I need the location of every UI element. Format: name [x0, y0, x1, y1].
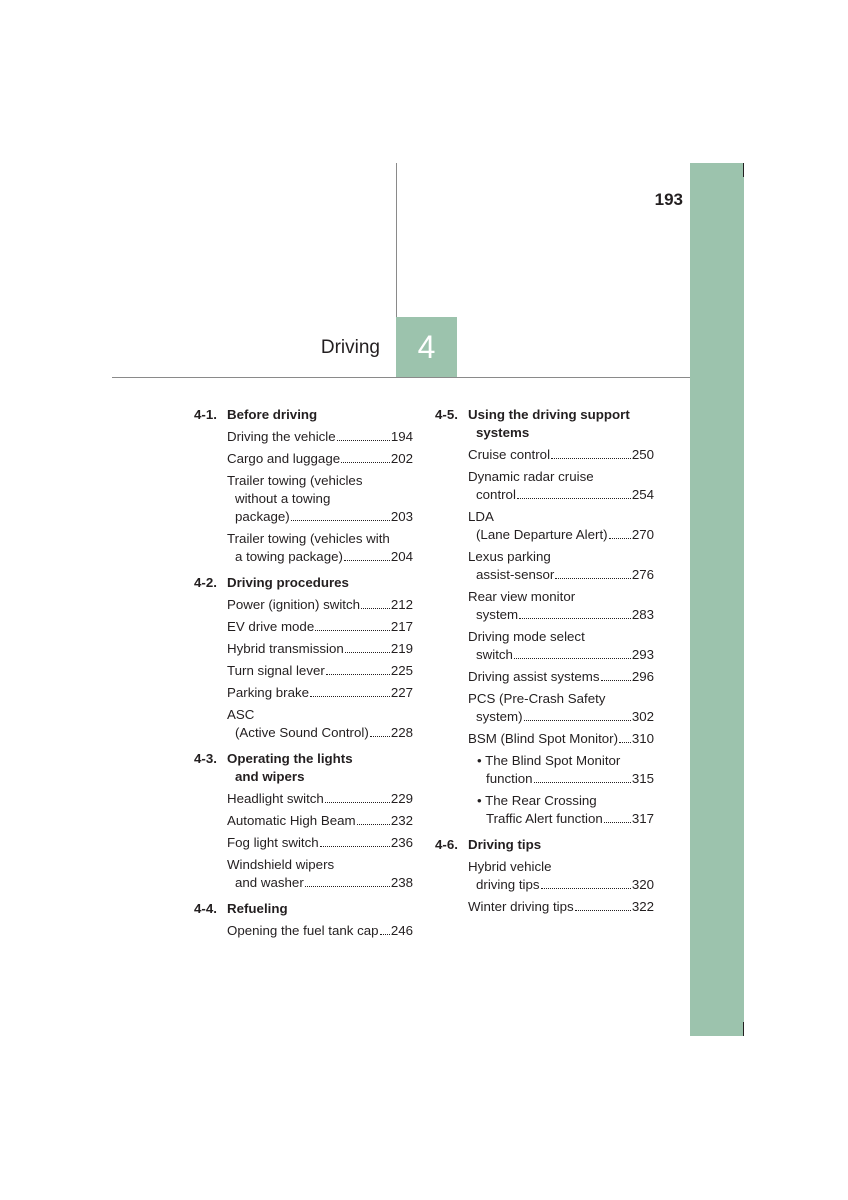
section-title-line: Before driving [227, 407, 318, 422]
section-number: 4-2. [194, 575, 217, 590]
section-title-line: Refueling [227, 901, 288, 916]
entry-line [468, 708, 654, 726]
entry-label: BSM (Blind Spot Monitor) [468, 731, 619, 746]
entry-label: a towing package) [235, 549, 343, 564]
section-title [468, 836, 654, 854]
crop-mark-top [743, 163, 744, 177]
entry-page-number: 320 [631, 877, 654, 892]
entry-line [227, 812, 413, 830]
entry-page-number: 315 [631, 771, 654, 786]
toc-column-left [194, 406, 413, 948]
entry-label-line: LDA [468, 509, 494, 524]
crop-mark-bottom [743, 1022, 744, 1036]
entry-page-number: 238 [390, 875, 413, 890]
toc-entry[interactable] [227, 618, 413, 636]
entry-label: Winter driving tips [468, 899, 574, 914]
chapter-number-box: 4 [396, 317, 457, 377]
entry-line [227, 428, 413, 446]
toc-entry[interactable] [227, 706, 413, 742]
leader-dots [326, 674, 390, 675]
section-number: 4-4. [194, 901, 217, 916]
entry-page-number: 217 [390, 619, 413, 634]
toc-section [435, 836, 654, 916]
entry-page-number: 293 [631, 647, 654, 662]
entry-line [227, 618, 413, 636]
leader-dots [337, 440, 390, 441]
section-number: 4-1. [194, 407, 217, 422]
entry-label-line: without a towing [235, 491, 331, 506]
entry-label: Hybrid transmission [227, 641, 344, 656]
toc-entry[interactable] [227, 790, 413, 808]
entry-line [468, 486, 654, 504]
section-heading [194, 406, 413, 424]
section-number: 4-3. [194, 751, 217, 766]
entry-page-number: 194 [390, 429, 413, 444]
entry-line [468, 668, 654, 686]
entry-page-number: 322 [631, 899, 654, 914]
entry-line [227, 508, 413, 526]
entry-page-number: 227 [390, 685, 413, 700]
toc-entry[interactable] [468, 548, 654, 584]
leader-dots [357, 824, 390, 825]
entry-label: assist-sensor [476, 567, 555, 582]
chapter-title: Driving [320, 337, 380, 358]
section-title-line: Using the driving support [468, 407, 630, 422]
entry-line [477, 810, 654, 828]
toc-entry[interactable] [468, 468, 654, 504]
entry-page-number: 270 [631, 527, 654, 542]
entry-label: EV drive mode [227, 619, 315, 634]
section-title-line: systems [476, 425, 530, 440]
entry-line [227, 922, 413, 940]
leader-dots [315, 630, 390, 631]
toc-section [194, 574, 413, 742]
entry-line [468, 898, 654, 916]
entry-label: switch [476, 647, 513, 662]
entry-label: Cruise control [468, 447, 551, 462]
entry-line [468, 566, 654, 584]
leader-dots [305, 886, 390, 887]
entry-label-line: Dynamic radar cruise [468, 469, 594, 484]
chapter-tab-bar [690, 163, 744, 1036]
leader-dots [519, 618, 631, 619]
entry-label-line: • The Rear Crossing [477, 793, 597, 808]
leader-dots [345, 652, 390, 653]
toc-entry[interactable] [227, 640, 413, 658]
section-heading [194, 574, 413, 592]
entry-page-number: 232 [390, 813, 413, 828]
toc-section [194, 406, 413, 566]
entry-page-number: 212 [390, 597, 413, 612]
entry-line [468, 876, 654, 894]
entry-line [227, 874, 413, 892]
leader-dots [601, 680, 631, 681]
entry-label: driving tips [476, 877, 540, 892]
entry-label: Parking brake [227, 685, 310, 700]
leader-dots [575, 910, 631, 911]
leader-dots [325, 802, 390, 803]
entry-label-line: • The Blind Spot Monitor [477, 753, 621, 768]
entry-line [468, 646, 654, 664]
entry-page-number: 203 [390, 509, 413, 524]
toc-entry[interactable] [468, 508, 654, 544]
entry-label-line: Hybrid vehicle [468, 859, 552, 874]
section-number: 4-5. [435, 407, 458, 422]
entry-line [227, 790, 413, 808]
leader-dots [380, 934, 390, 935]
leader-dots [551, 458, 631, 459]
entry-page-number: 229 [390, 791, 413, 806]
page-number: 193 [654, 190, 683, 209]
entry-label: control [476, 487, 516, 502]
entry-line [468, 730, 654, 748]
toc-entry[interactable] [227, 530, 413, 566]
entry-label: Opening the fuel tank cap [227, 923, 379, 938]
leader-dots [291, 520, 390, 521]
entry-label: Headlight switch [227, 791, 324, 806]
leader-dots [320, 846, 390, 847]
toc-section [194, 900, 413, 940]
toc-section [435, 406, 654, 828]
entry-line [227, 596, 413, 614]
entry-label: Cargo and luggage [227, 451, 341, 466]
toc-entry[interactable] [468, 668, 654, 686]
entry-line [227, 834, 413, 852]
leader-dots [310, 696, 390, 697]
entry-page-number: 283 [631, 607, 654, 622]
leader-dots [541, 888, 631, 889]
entry-label: Power (ignition) switch [227, 597, 361, 612]
entry-line [468, 606, 654, 624]
section-title [227, 900, 413, 918]
toc-entry[interactable] [477, 792, 654, 828]
entry-label: Traffic Alert function [486, 811, 603, 826]
toc-entry[interactable] [468, 730, 654, 748]
entry-line [468, 526, 654, 544]
toc-entry[interactable] [227, 812, 413, 830]
toc-entry[interactable] [227, 856, 413, 892]
leader-dots [604, 822, 631, 823]
entry-label-line: Trailer towing (vehicles [227, 473, 363, 488]
entry-label: Driving the vehicle [227, 429, 336, 444]
entry-label: Turn signal lever [227, 663, 325, 678]
entry-label: (Lane Departure Alert) [476, 527, 608, 542]
entry-label: Automatic High Beam [227, 813, 356, 828]
leader-dots [517, 498, 631, 499]
toc-entry[interactable] [477, 752, 654, 788]
toc-entry[interactable] [468, 858, 654, 894]
section-title [227, 406, 413, 424]
entry-page-number: 296 [631, 669, 654, 684]
entry-line [477, 770, 654, 788]
entry-label: package) [235, 509, 290, 524]
toc-entry[interactable] [227, 662, 413, 680]
entry-label: and washer [235, 875, 304, 890]
section-title-line: and wipers [235, 769, 305, 784]
toc-entry[interactable] [468, 628, 654, 664]
entry-page-number: 276 [631, 567, 654, 582]
section-number: 4-6. [435, 837, 458, 852]
leader-dots [361, 608, 390, 609]
entry-page-number: 236 [390, 835, 413, 850]
entry-label-line: ASC [227, 707, 255, 722]
section-title-line: Driving procedures [227, 575, 349, 590]
toc-column-right [435, 406, 654, 924]
toc-entry[interactable] [468, 690, 654, 726]
entry-line [227, 548, 413, 566]
section-title [468, 406, 654, 442]
entry-page-number: 317 [631, 811, 654, 826]
entry-line [227, 640, 413, 658]
entry-label-line: PCS (Pre-Crash Safety [468, 691, 606, 706]
leader-dots [619, 742, 631, 743]
section-heading [435, 406, 654, 442]
section-title-line: Operating the lights [227, 751, 353, 766]
leader-dots [609, 538, 631, 539]
entry-label: function [486, 771, 533, 786]
entry-page-number: 250 [631, 447, 654, 462]
section-heading [194, 750, 413, 786]
entry-page-number: 202 [390, 451, 413, 466]
entry-page-number: 254 [631, 487, 654, 502]
entry-line [227, 662, 413, 680]
toc-entry[interactable] [227, 472, 413, 526]
leader-dots [514, 658, 631, 659]
leader-dots [344, 560, 390, 561]
toc-entry[interactable] [468, 898, 654, 916]
entry-line [227, 684, 413, 702]
entry-label: system [476, 607, 519, 622]
toc-entry[interactable] [227, 922, 413, 940]
leader-dots [555, 578, 630, 579]
entry-label: Driving assist systems [468, 669, 600, 684]
section-title [227, 750, 413, 786]
toc-entry[interactable] [468, 588, 654, 624]
entry-label-line: Driving mode select [468, 629, 585, 644]
entry-line [468, 446, 654, 464]
entry-page-number: 310 [631, 731, 654, 746]
section-heading [435, 836, 654, 854]
divider-horizontal [112, 377, 690, 378]
entry-label-line: Trailer towing (vehicles with [227, 531, 390, 546]
divider-vertical [396, 163, 397, 319]
toc-section [194, 750, 413, 892]
leader-dots [534, 782, 631, 783]
entry-label-line: Rear view monitor [468, 589, 576, 604]
entry-page-number: 228 [390, 725, 413, 740]
entry-line [227, 724, 413, 742]
toc-entry[interactable] [227, 428, 413, 446]
toc-entry[interactable] [468, 446, 654, 464]
section-title-line: Driving tips [468, 837, 542, 852]
entry-page-number: 246 [390, 923, 413, 938]
entry-label-line: Lexus parking [468, 549, 551, 564]
entry-line [227, 450, 413, 468]
toc-entry[interactable] [227, 450, 413, 468]
leader-dots [370, 736, 390, 737]
toc-entry[interactable] [227, 684, 413, 702]
entry-label-line: Windshield wipers [227, 857, 335, 872]
entry-label: system) [476, 709, 523, 724]
section-title [227, 574, 413, 592]
toc-entry[interactable] [227, 834, 413, 852]
entry-page-number: 204 [390, 549, 413, 564]
entry-page-number: 302 [631, 709, 654, 724]
leader-dots [524, 720, 631, 721]
toc-entry[interactable] [227, 596, 413, 614]
entry-page-number: 219 [390, 641, 413, 656]
entry-label: Fog light switch [227, 835, 319, 850]
entry-page-number: 225 [390, 663, 413, 678]
section-heading [194, 900, 413, 918]
leader-dots [341, 462, 390, 463]
entry-label: (Active Sound Control) [235, 725, 369, 740]
